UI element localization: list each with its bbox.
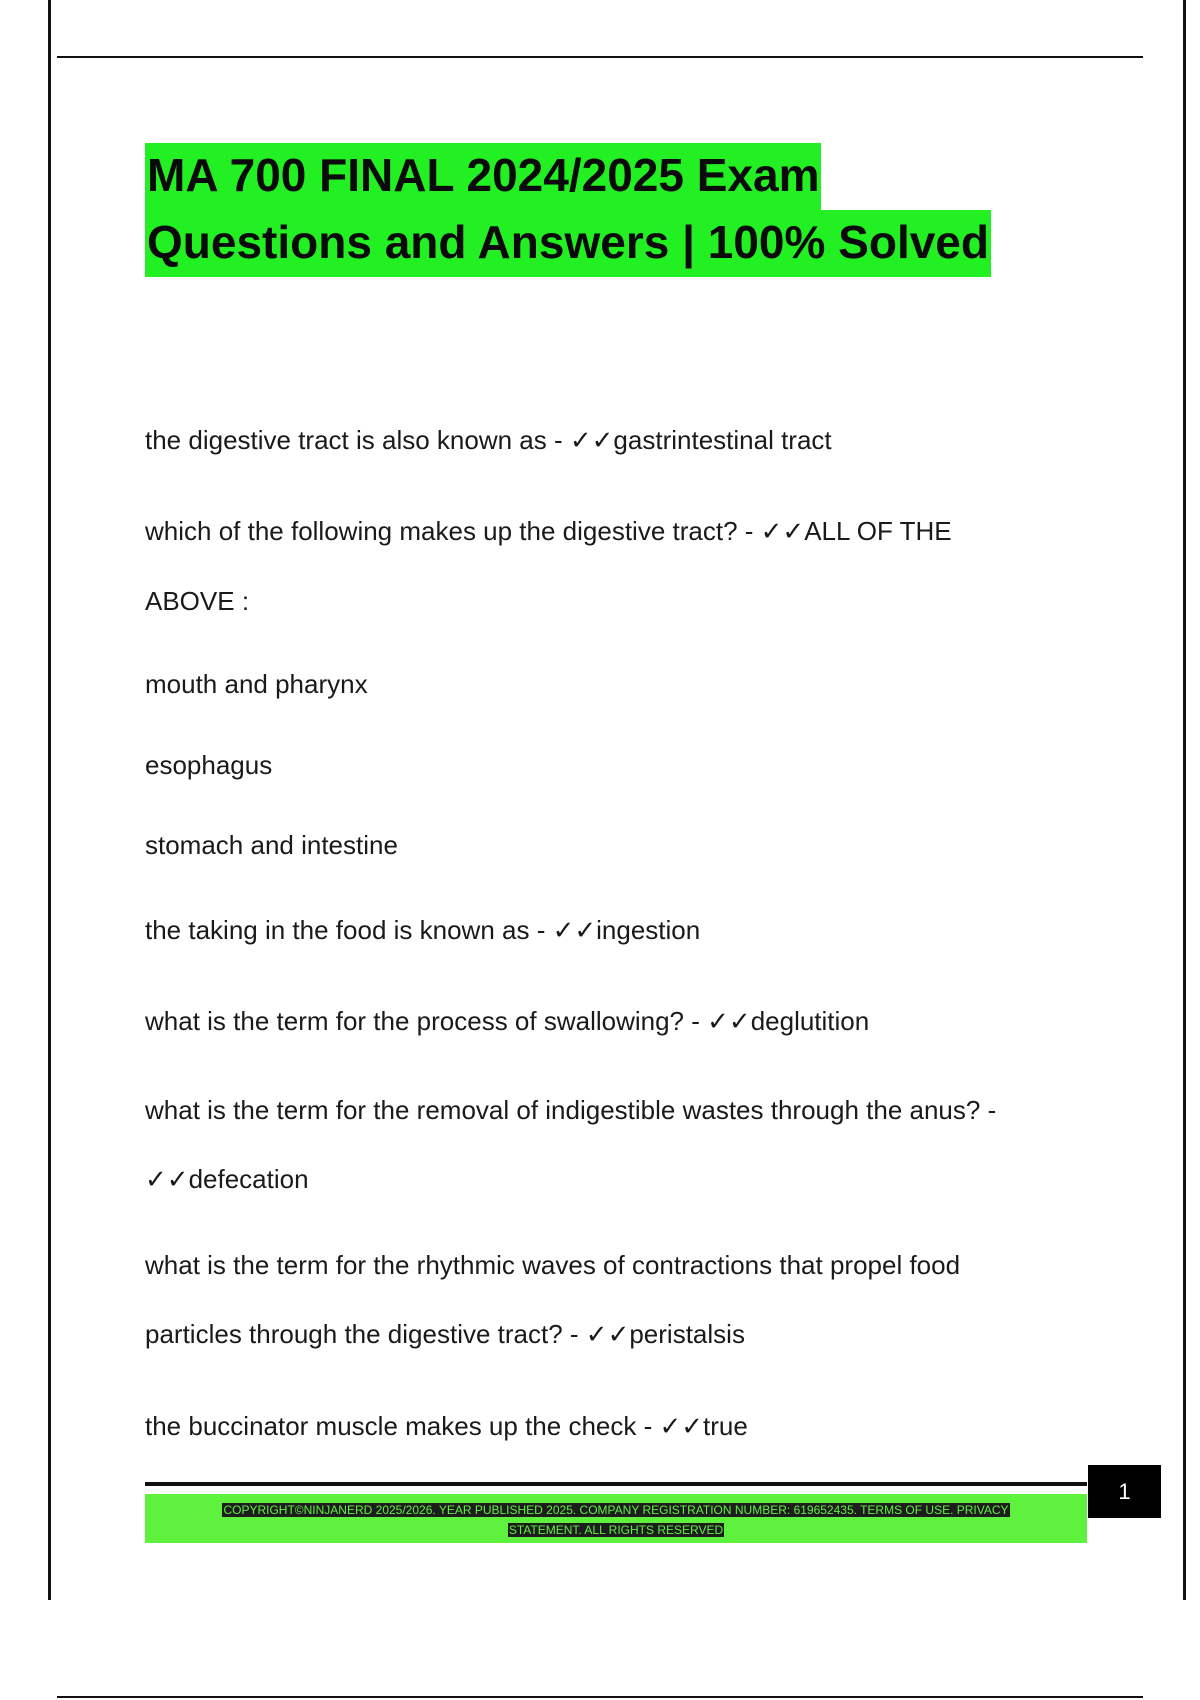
copyright-notice <box>150 1500 1082 1540</box>
qa-line: ✓✓defecation <box>145 1164 309 1194</box>
qa-line: mouth and pharynx <box>145 669 368 699</box>
qa-line: the buccinator muscle makes up the check - ✓✓true <box>145 1411 748 1441</box>
qa-line: what is the term for the removal of indigestible wastes through the anus? - <box>145 1095 997 1125</box>
title-line-2: Questions and Answers | 100% Solved <box>145 210 991 277</box>
qa-line: which of the following makes up the digestive tract? - ✓✓ALL OF THE <box>145 516 952 546</box>
next-page-rule <box>57 1696 1143 1698</box>
qa-line: what is the term for the rhythmic waves of contractions that propel food <box>145 1250 961 1280</box>
qa-line: the digestive tract is also known as - ✓✓gastrintestinal tract <box>145 425 832 455</box>
footer-rule <box>145 1482 1087 1486</box>
header-rule <box>57 56 1143 58</box>
qa-line: the taking in the food is known as - ✓✓ingestion <box>145 915 701 945</box>
page-frame-right <box>1183 0 1186 1600</box>
qa-line: stomach and intestine <box>145 830 398 860</box>
copyright-line-2: STATEMENT. ALL RIGHTS RESERVED <box>508 1523 724 1537</box>
qa-line: esophagus <box>145 750 273 780</box>
page-frame-left <box>48 0 51 1600</box>
copyright-line-1: COPYRIGHT©NINJANERD 2025/2026. YEAR PUBLISHED 2025. COMPANY REGISTRATION NUMBER: 619652435. TERMS OF USE. PRIVACY <box>223 1503 1009 1517</box>
page-number: 1 <box>1088 1465 1161 1518</box>
qa-line: ABOVE : <box>145 586 250 616</box>
qa-line: what is the term for the process of swallowing? - ✓✓deglutition <box>145 1006 870 1036</box>
document-title <box>145 143 1145 277</box>
qa-line: particles through the digestive tract? - ✓✓peristalsis <box>145 1319 745 1349</box>
title-line-1: MA 700 FINAL 2024/2025 Exam <box>145 143 821 210</box>
